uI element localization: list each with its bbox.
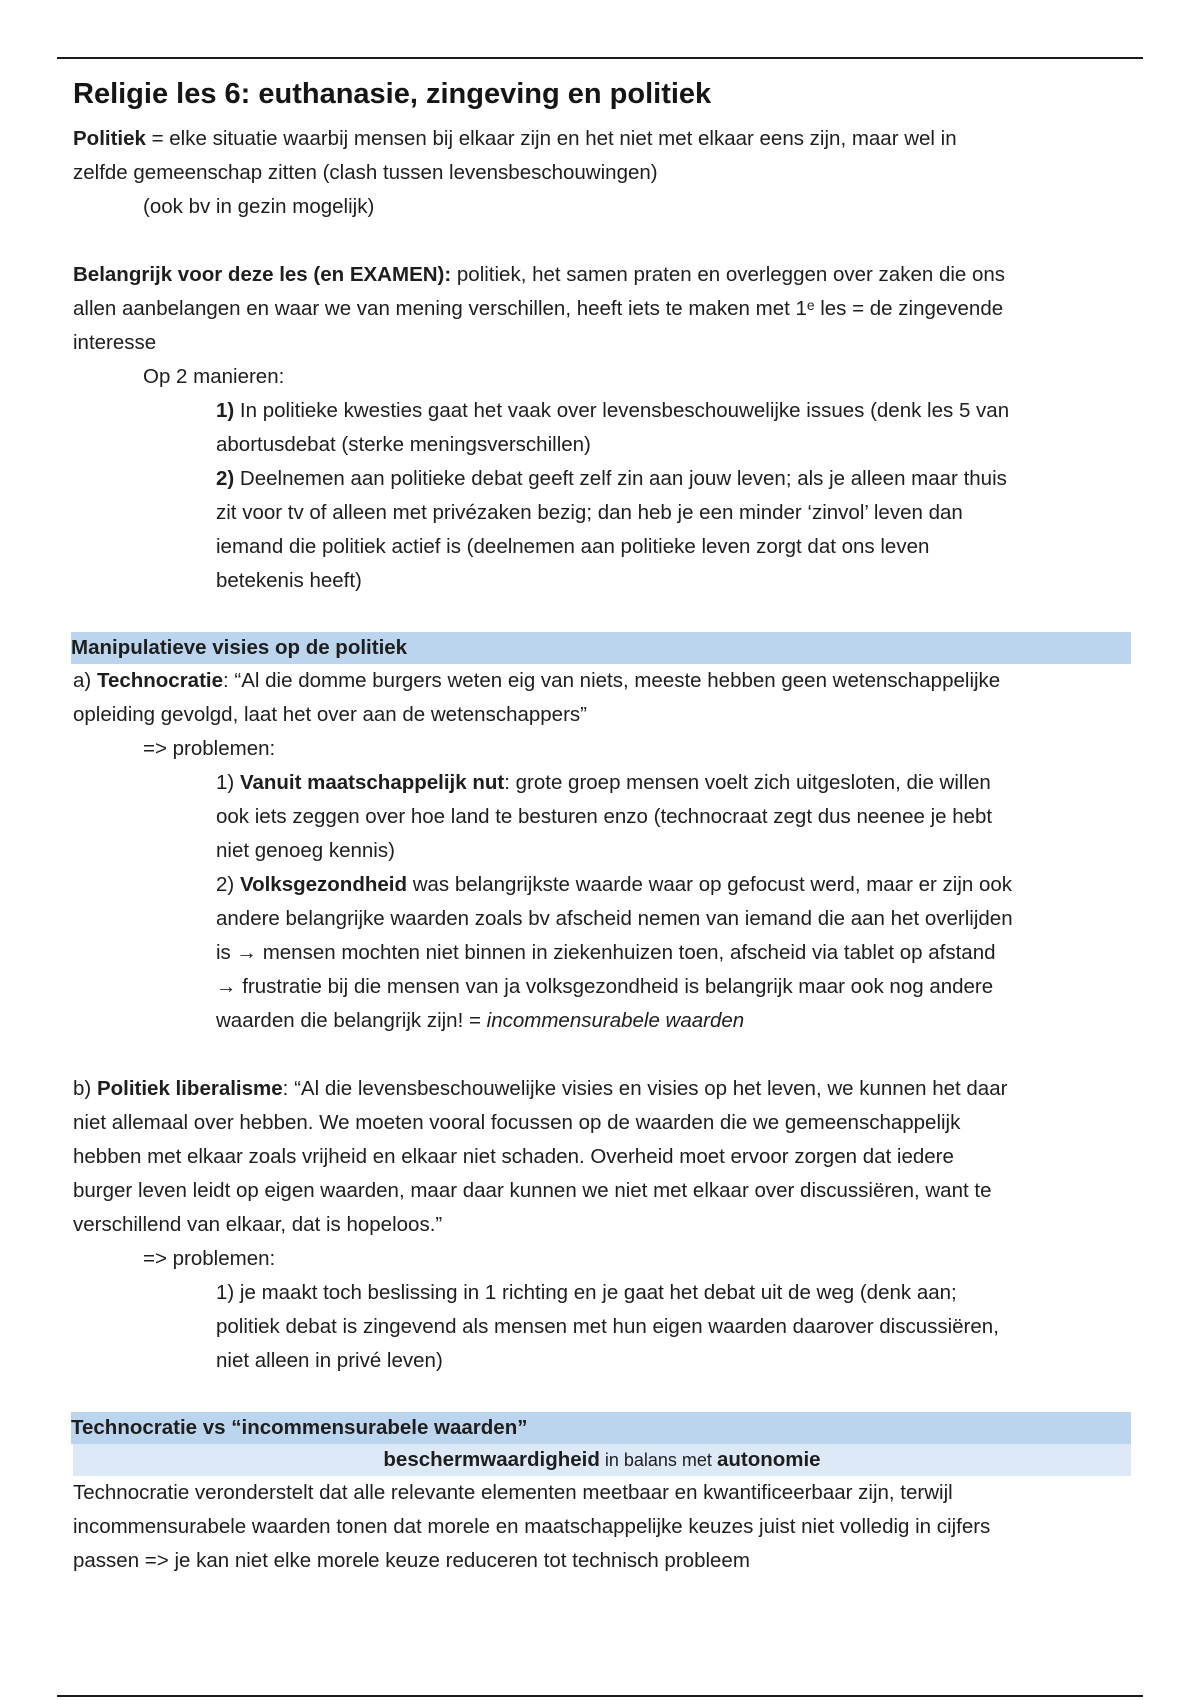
document-body (73, 72, 1131, 1578)
belangrijk-line1: Belangrijk voor deze les (en EXAMEN): politiek, het samen praten en overleggen over zaken die ons (73, 263, 1006, 286)
liberalisme-problem-1-line2: politiek debat is zingevend als mensen met hun eigen waarden daarover discussiëren, (216, 1315, 999, 1338)
conclusion-line2: incommensurabele waarden tonen dat morele en maatschappelijke keuzes juist niet volledig in cijfers (73, 1515, 991, 1538)
technocratie-term: Technocratie (96, 669, 224, 692)
belangrijk-label: Belangrijk voor deze les (en EXAMEN): (73, 263, 452, 286)
way-2-line4: betekenis heeft) (216, 569, 362, 592)
section-heading-manipulatieve-visies: Manipulatieve visies op de politiek (71, 632, 1131, 664)
liberalisme-term: Politiek liberalisme (96, 1077, 283, 1100)
liberalisme-problem-1-line3: niet alleen in privé leven) (216, 1349, 443, 1372)
technocratie-problem-2-line1: 2) Volksgezondheid was belangrijkste waarde waar op gefocust werd, maar er zijn ook (216, 873, 1013, 896)
technocratie-problem-2-line5: waarden die belangrijk zijn! = incommensurabele waarden (216, 1009, 745, 1032)
politiek-definition-line2: zelfde gemeenschap zitten (clash tussen levensbeschouwingen) (73, 161, 658, 184)
way-1-line2: abortusdebat (sterke meningsverschillen) (216, 433, 591, 456)
ways-intro: Op 2 manieren: (143, 365, 285, 388)
liberalisme-line3: hebben met elkaar zoals vrijheid en elkaar niet schaden. Overheid moet ervoor zorgen dat iedere (73, 1145, 954, 1168)
liberalisme-line4: burger leven leidt op eigen waarden, maar daar kunnen we niet met elkaar over discussiëren, want te (73, 1179, 992, 1202)
page-title: Religie les 6: euthanasie, zingeving en politiek (73, 78, 712, 110)
conclusion-line3: passen => je kan niet elke morele keuze reduceren tot technisch probleem (73, 1549, 750, 1572)
way-2-line1: 2) Deelnemen aan politieke debat geeft zelf zin aan jouw leven; als je alleen maar thuis (216, 467, 1007, 490)
belangrijk-line2: allen aanbelangen en waar we van mening verschillen, heeft iets te maken met 1ᵉ les = de zingevende (73, 297, 1004, 320)
liberalisme-problems-label: => problemen: (143, 1247, 276, 1270)
technocratie-line1: a) Technocratie: “Al die domme burgers weten eig van niets, meeste hebben geen wetenschappelijke (73, 669, 1001, 692)
way-2-line3: iemand die politiek actief is (deelnemen aan politieke leven zorgt dat ons leven (216, 535, 930, 558)
technocratie-problem-2-line4: → frustratie bij die mensen van ja volksgezondheid is belangrijk maar ook nog andere (216, 975, 994, 998)
liberalisme-line5: verschillend van elkaar, dat is hopeloos.” (73, 1213, 443, 1236)
section-heading-technocratie-vs: Technocratie vs “incommensurabele waarden” (71, 1412, 1131, 1444)
politiek-definition-line1: Politiek = elke situatie waarbij mensen bij elkaar zijn en het niet met elkaar eens zijn, maar wel in (73, 127, 957, 150)
liberalisme-problem-1-line1: 1) je maakt toch beslissing in 1 richting en je gaat het debat uit de weg (denk aan; (216, 1281, 957, 1304)
politiek-term: Politiek (73, 127, 146, 150)
conclusion-line1: Technocratie veronderstelt dat alle relevante elementen meetbaar en kwantificeerbaar zijn, terwijl (73, 1481, 953, 1504)
technocratie-problems-label: => problemen: (143, 737, 276, 760)
technocratie-line2: opleiding gevolgd, laat het over aan de wetenschappers” (73, 703, 587, 726)
liberalisme-line1: b) Politiek liberalisme: “Al die levensbeschouwelijke visies en visies op het leven, we kunnen het daar (73, 1077, 1008, 1100)
way-2-line2: zit voor tv of alleen met privézaken bezig; dan heb je een minder ‘zinvol’ leven dan (216, 501, 963, 524)
way-1-line1: 1) In politieke kwesties gaat het vaak over levensbeschouwelijke issues (denk les 5 van (216, 399, 1010, 422)
technocratie-problem-2-line3: is → mensen mochten niet binnen in ziekenhuizen toen, afscheid via tablet op afstand (216, 941, 996, 964)
belangrijk-line3: interesse (73, 331, 157, 354)
top-rule (57, 57, 1143, 59)
technocratie-problem-1-line3: niet genoeg kennis) (216, 839, 395, 862)
bottom-rule (57, 1695, 1143, 1697)
technocratie-problem-1-line2: ook iets zeggen over hoe land te besturen enzo (technocraat zegt dus neenee je hebt (216, 805, 993, 828)
technocratie-problem-1-line1: 1) Vanuit maatschappelijk nut: grote groep mensen voelt zich uitgesloten, die willen (216, 771, 991, 794)
technocratie-problem-2-line2: andere belangrijke waarden zoals bv afscheid nemen van iemand die aan het overlijden (216, 907, 1013, 930)
balance-subheading: beschermwaardigheid in balans met autonomie (73, 1444, 1131, 1476)
politiek-definition-note: (ook bv in gezin mogelijk) (143, 195, 375, 218)
liberalisme-line2: niet allemaal over hebben. We moeten vooral focussen op de waarden die we gemeenschappelijk (73, 1111, 961, 1134)
